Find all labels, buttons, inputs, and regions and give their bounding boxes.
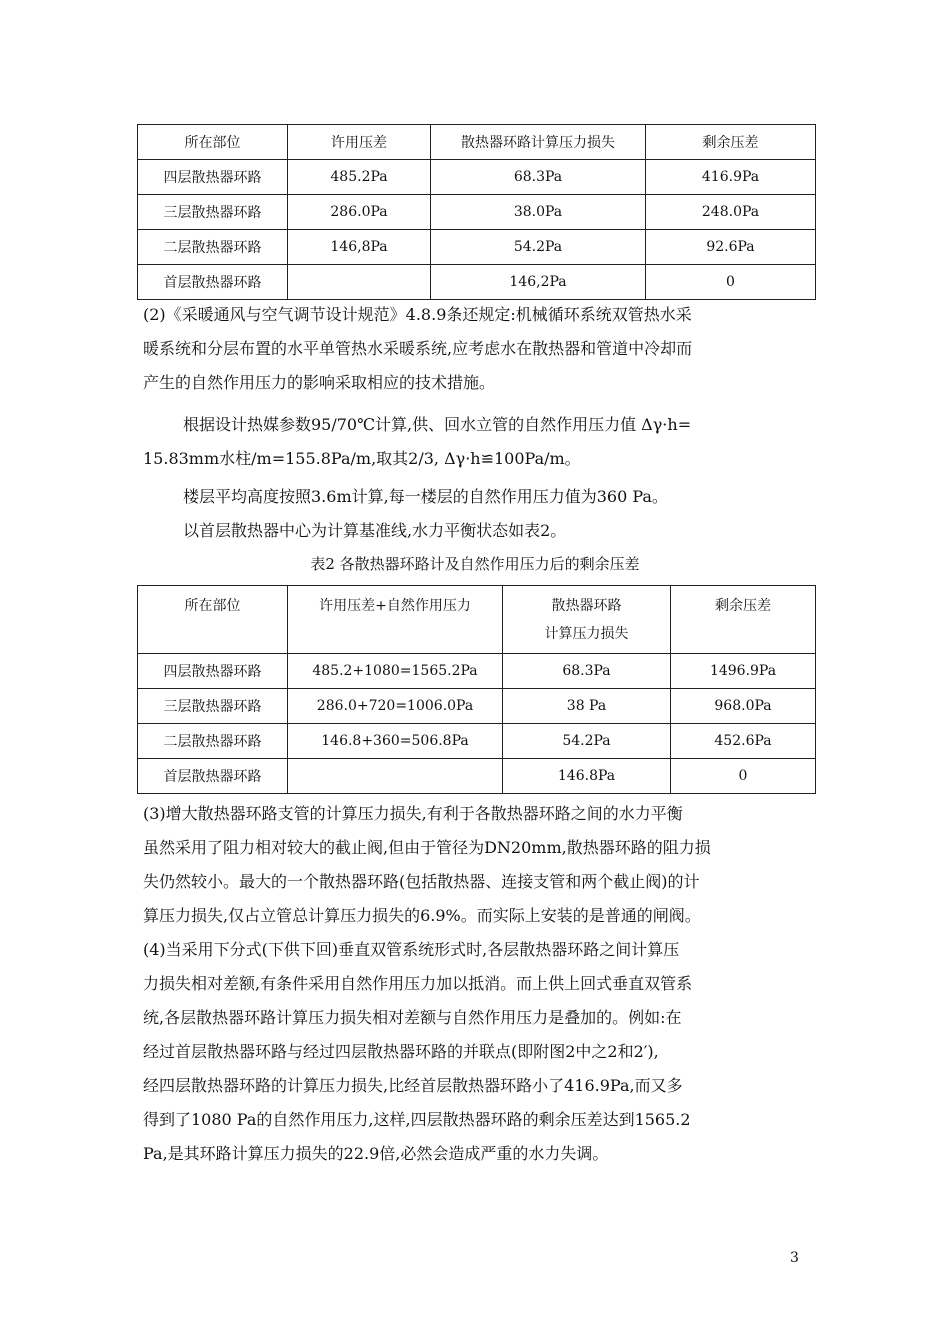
table-cell: 68.3Pa — [431, 160, 646, 195]
table-header-cell: 所在部位 — [138, 586, 288, 654]
body-text-line: 15.83mm水柱/m=155.8Pa/m,取其2/3, Δγ·h≌100Pa/m。 — [143, 449, 581, 468]
body-text-line: 虽然采用了阻力相对较大的截止阀,但由于管径为DN20mm,散热器环路的阻力损 — [143, 838, 711, 857]
body-text-line: 失仍然较小。最大的一个散热器环路(包括散热器、连接支管和两个截止阀)的计 — [143, 872, 700, 891]
table-2-caption: 表2 各散热器环路计及自然作用压力后的剩余压差 — [310, 555, 640, 573]
table-header-row — [138, 125, 816, 160]
table-cell: 0 — [646, 265, 816, 300]
table-cell — [288, 759, 503, 794]
table-cell: 54.2Pa — [431, 230, 646, 265]
body-text-line: 经四层散热器环路的计算压力损失,比经首层散热器环路小了416.9Pa,而又多 — [143, 1076, 683, 1095]
table-cell: 三层散热器环路 — [138, 689, 288, 724]
table-header-cell — [503, 586, 671, 654]
table-cell — [288, 265, 431, 300]
body-text-line: 产生的自然作用压力的影响采取相应的技术措施。 — [143, 373, 496, 392]
body-text-line: 经过首层散热器环路与经过四层散热器环路的并联点(即附图2中之2和2′), — [143, 1042, 659, 1061]
table-cell: 286.0Pa — [288, 195, 431, 230]
table-cell: 416.9Pa — [646, 160, 816, 195]
body-text-line: (2)《采暖通风与空气调节设计规范》4.8.9条还规定:机械循环系统双管热水采 — [143, 305, 692, 324]
table-row — [138, 230, 816, 265]
table-cell: 1496.9Pa — [671, 654, 816, 689]
table-2 — [137, 585, 816, 794]
body-text-line: 算压力损失,仅占立管总计算压力损失的6.9%。而实际上安装的是普通的闸阀。 — [143, 906, 701, 925]
table-cell: 二层散热器环路 — [138, 230, 288, 265]
body-text-line: 暖系统和分层布置的水平单管热水采暖系统,应考虑水在散热器和管道中冷却而 — [143, 339, 693, 358]
body-text-line: 楼层平均高度按照3.6m计算,每一楼层的自然作用压力值为360 Pa。 — [183, 487, 668, 506]
table-row — [138, 689, 816, 724]
table-header-row — [138, 586, 816, 654]
table-cell: 146,8Pa — [288, 230, 431, 265]
table-cell: 485.2+1080=1565.2Pa — [288, 654, 503, 689]
table-header-line: 散热器环路 — [551, 598, 622, 614]
table-row — [138, 654, 816, 689]
table-header-line: 计算压力损失 — [544, 626, 629, 642]
body-text-line: 力损失相对差额,有条件采用自然作用压力加以抵消。而上供上回式垂直双管系 — [143, 974, 693, 993]
body-text-line: (3)增大散热器环路支管的计算压力损失,有利于各散热器环路之间的水力平衡 — [143, 804, 683, 823]
table-row — [138, 265, 816, 300]
table-cell: 38 Pa — [503, 689, 671, 724]
table-row — [138, 160, 816, 195]
body-text-line: 以首层散热器中心为计算基准线,水力平衡状态如表2。 — [183, 521, 567, 540]
table-header-cell: 剩余压差 — [671, 586, 816, 654]
table-cell: 首层散热器环路 — [138, 759, 288, 794]
table-1 — [137, 124, 816, 300]
table-cell: 首层散热器环路 — [138, 265, 288, 300]
body-text-line: 统,各层散热器环路计算压力损失相对差额与自然作用压力是叠加的。例如:在 — [143, 1008, 682, 1027]
table-cell: 146,2Pa — [431, 265, 646, 300]
table-cell: 54.2Pa — [503, 724, 671, 759]
table-cell: 248.0Pa — [646, 195, 816, 230]
table-header-cell: 散热器环路计算压力损失 — [431, 125, 646, 160]
page-number: 3 — [790, 1250, 799, 1266]
table-row — [138, 759, 816, 794]
body-text-line: Pa,是其环路计算压力损失的22.9倍,必然会造成严重的水力失调。 — [143, 1144, 609, 1163]
table-cell: 146.8+360=506.8Pa — [288, 724, 503, 759]
table-row — [138, 724, 816, 759]
table-cell: 四层散热器环路 — [138, 160, 288, 195]
table-header-cell: 剩余压差 — [646, 125, 816, 160]
table-cell: 968.0Pa — [671, 689, 816, 724]
table-header-cell: 许用压差+自然作用压力 — [288, 586, 503, 654]
table-cell: 92.6Pa — [646, 230, 816, 265]
table-header-cell: 所在部位 — [138, 125, 288, 160]
body-text-line: (4)当采用下分式(下供下回)垂直双管系统形式时,各层散热器环路之间计算压 — [143, 940, 680, 959]
table-cell: 452.6Pa — [671, 724, 816, 759]
body-text-line: 得到了1080 Pa的自然作用压力,这样,四层散热器环路的剩余压差达到1565.2 — [143, 1110, 691, 1129]
table-cell: 0 — [671, 759, 816, 794]
table-cell: 286.0+720=1006.0Pa — [288, 689, 503, 724]
table-cell: 四层散热器环路 — [138, 654, 288, 689]
table-header-cell: 许用压差 — [288, 125, 431, 160]
body-text-line: 根据设计热媒参数95/70℃计算,供、回水立管的自然作用压力值 Δγ·h= — [183, 415, 692, 434]
table-cell: 146.8Pa — [503, 759, 671, 794]
table-cell: 485.2Pa — [288, 160, 431, 195]
table-cell: 68.3Pa — [503, 654, 671, 689]
table-cell: 38.0Pa — [431, 195, 646, 230]
table-cell: 三层散热器环路 — [138, 195, 288, 230]
table-cell: 二层散热器环路 — [138, 724, 288, 759]
table-row — [138, 195, 816, 230]
